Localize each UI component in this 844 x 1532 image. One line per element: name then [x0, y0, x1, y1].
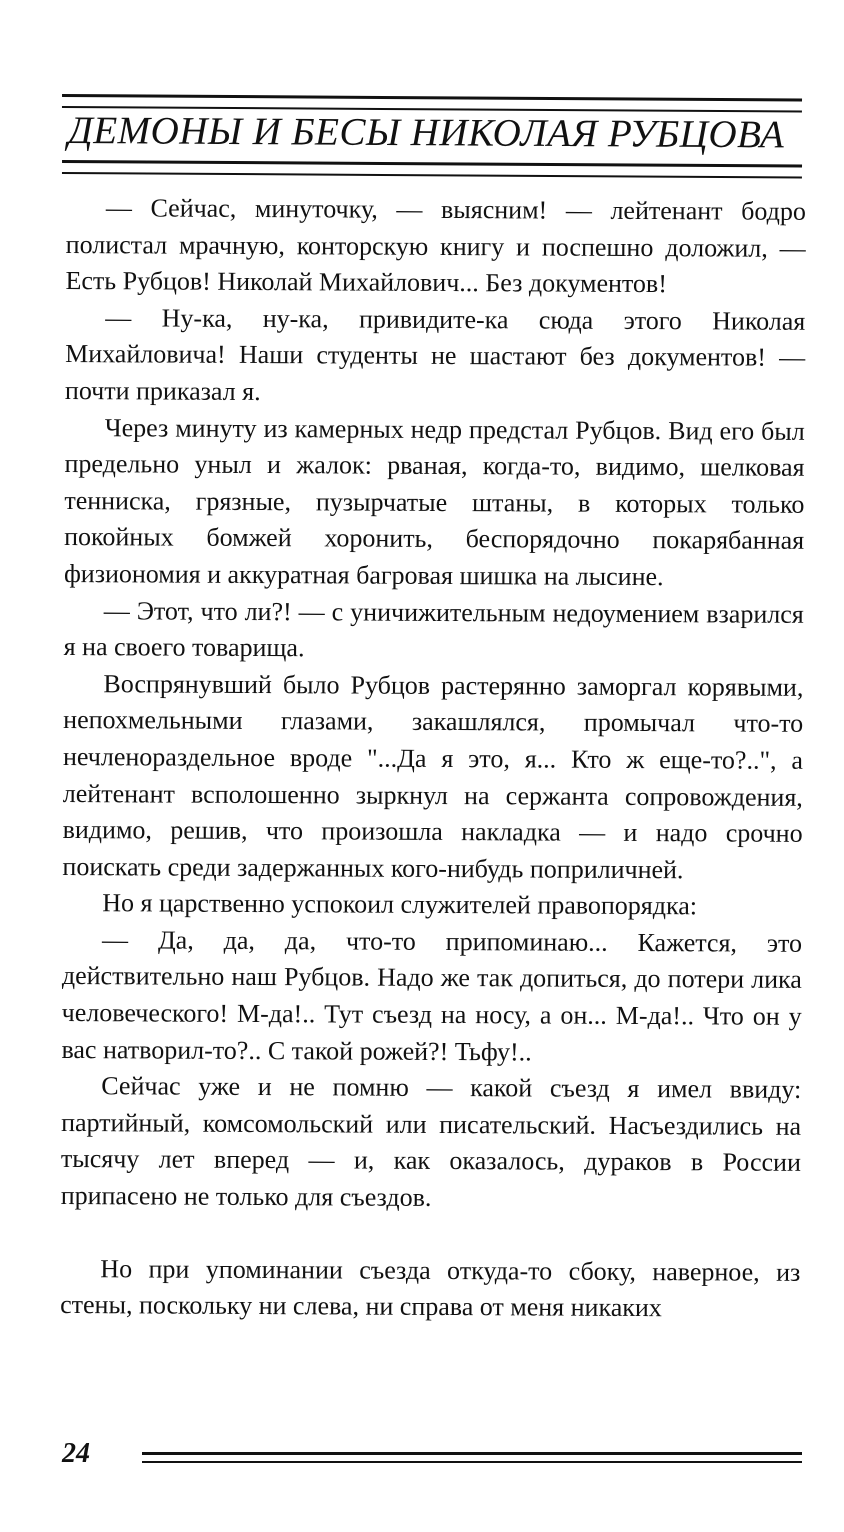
paragraph: — Сейчас, минуточку, — выясним! — лейтенант бодро полистал мрачную, конторскую книгу и поспешно доложил, — Есть Рубцов! Николай Михайлович... Без документов!: [65, 193, 806, 299]
paragraph: Но я царственно успокоил служителей правопорядка:: [102, 888, 698, 921]
footer-rule: [142, 1452, 802, 1463]
page-number: 24: [62, 1438, 90, 1469]
paragraph: — Ну-ка, ну-ка, привидите-ка сюда этого Николая Михайловича! Наши студенты не шастают без документов! — почти приказал я.: [64, 302, 806, 406]
header-bottom-rule: [62, 160, 802, 179]
paragraph: — Да, да, да, что-то припоминаю... Кажется, это действительно наш Рубцов. Надо же так допиться, до потери лика человеческого! М-да!.. Тут съезд на носу, а он... М-да!.. Что он у вас натворил-то?.. С такой рожей?! Тьфу!..: [61, 925, 803, 1067]
paragraph: Воспрянувший было Рубцов растерянно заморгал корявыми, непохмельными глазами, закашлялся, промычал что-то нечленораздельное вроде "...Да я это, я... Кто ж еще-то?..", а лейтенант всполошенно зыркнул на сержанта сопровождения, видимо, решив, что произошла накладка — и надо срочно поискать среди задержанных кого-нибудь поприличней.: [62, 668, 804, 884]
paragraph: Через минуту из камерных недр предстал Рубцов. Вид его был предельно уныл и жалок: рваная, когда-то, видимо, шелковая тенниска, грязные, пузырчатые штаны, в которых только покойных бомжей хоронить, беспорядочно покарябанная физиономия и аккуратная багровая шишка на лысине.: [63, 412, 805, 592]
running-title: ДЕМОНЫ И БЕСЫ НИКОЛАЯ РУБЦОВА: [67, 109, 785, 157]
paragraph: Но при упоминании съезда откуда-то сбоку, наверное, из стены, поскольку ни слева, ни справа от меня никаких: [60, 1253, 801, 1323]
paragraph: Сейчас уже и не помню — какой съезд я имел ввиду: партийный, комсомольский или писательский. Насъездились на тысячу лет вперед — и, как оказалось, дураков в России припасено не только для съездов.: [60, 1071, 802, 1212]
body-text: [60, 190, 806, 1328]
paragraph: — Этот, что ли?! — с уничижительным недоумением взарился я на своего товарища.: [63, 595, 804, 663]
page-footer: [62, 1438, 807, 1478]
page-header: [62, 88, 807, 184]
